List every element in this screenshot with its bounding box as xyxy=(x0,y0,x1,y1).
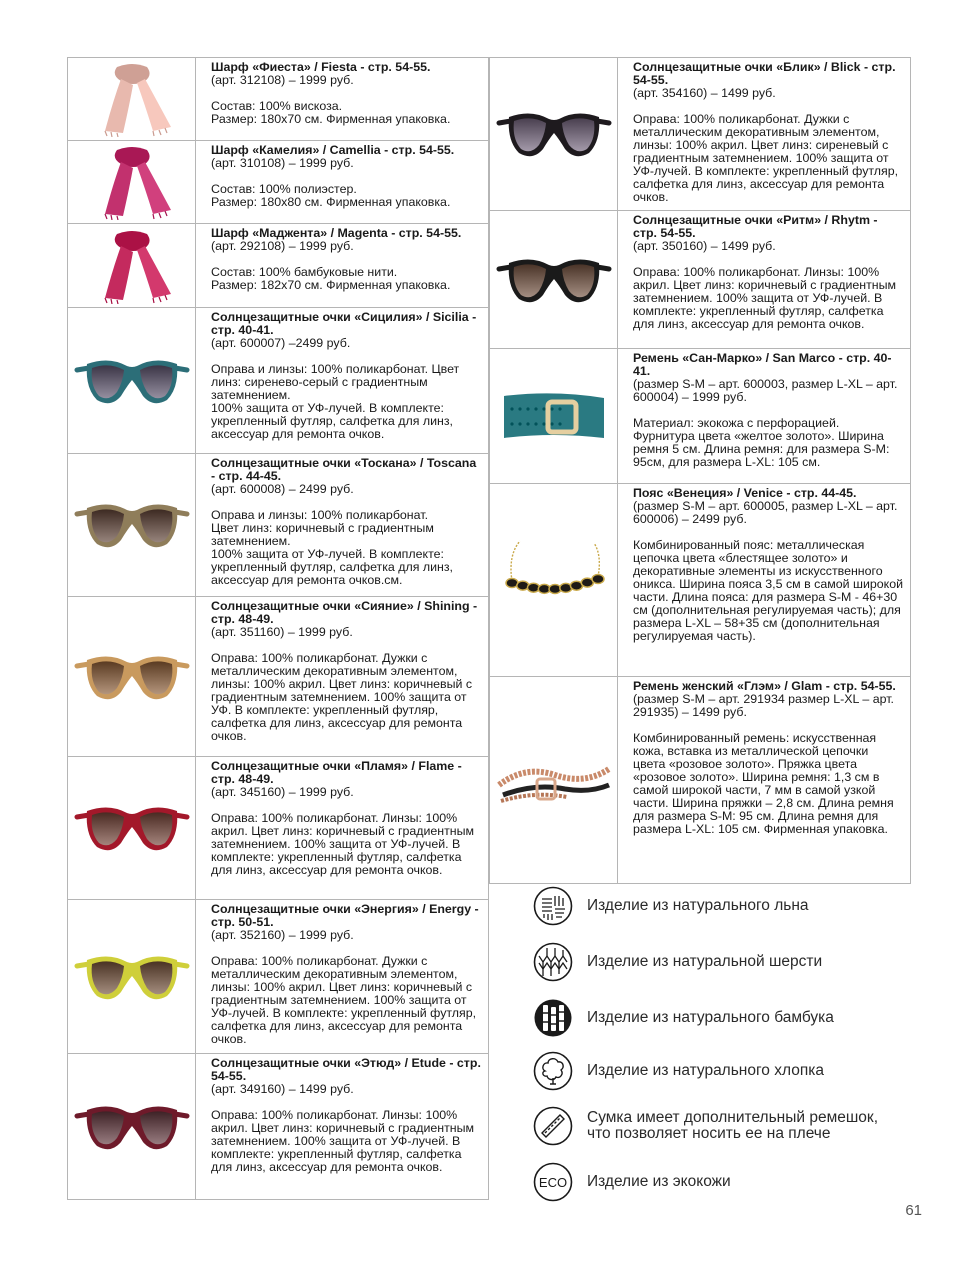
strap-icon xyxy=(533,1106,573,1146)
product-info xyxy=(196,224,489,308)
belt-illustration xyxy=(498,384,610,448)
product-info xyxy=(618,211,911,349)
product-info xyxy=(196,141,489,224)
chain-belt-illustration xyxy=(498,535,610,625)
product-image xyxy=(68,1054,195,1199)
product-row xyxy=(68,141,489,224)
product-row xyxy=(68,900,489,1054)
product-info xyxy=(618,677,911,884)
product-image xyxy=(490,677,617,883)
product-row xyxy=(490,484,911,677)
product-info xyxy=(196,757,489,900)
eco-badge-text: ECO xyxy=(538,1175,568,1190)
right-product-table xyxy=(489,57,911,884)
product-row xyxy=(68,597,489,757)
product-image-cell xyxy=(68,224,196,308)
product-image-cell xyxy=(68,757,196,900)
eco-icon xyxy=(533,1162,573,1202)
left-product-table xyxy=(67,57,489,1200)
product-description: Состав: 100% вискоза. Размер: 180х70 см. Фирменная упаковка. xyxy=(211,99,451,126)
product-image xyxy=(68,308,195,453)
product-description: Состав: 100% бамбуковые нити. Размер: 182х70 см. Фирменная упаковка. xyxy=(211,265,451,292)
product-image xyxy=(68,454,195,596)
left-product-column xyxy=(67,57,489,1200)
sunglasses-illustration xyxy=(73,793,191,863)
product-title: Ремень женский «Глэм» / Glam - стр. 54-55. xyxy=(633,679,896,693)
scarf-illustration xyxy=(87,144,177,220)
product-description: Материал: экокожа с перфорацией. Фурнитура цвета «желтое золото». Ширина ремня 5 см. Длина ремня: для размера S-M: 95см, для размера L-XL: 105 см. xyxy=(633,416,890,469)
product-image xyxy=(68,58,195,140)
product-title: Пояс «Венеция» / Venice - стр. 44-45. xyxy=(633,486,857,500)
legend-text: Сумка имеет дополнительный ремешок, что позволяет носить ее на плече xyxy=(587,1109,878,1142)
product-article-price: (размер S-M – арт. 600005, размер L-XL – арт. 600006) – 2499 руб. xyxy=(633,499,898,526)
product-article-price: (арт. 354160) – 1499 руб. xyxy=(633,86,776,100)
product-description: Оправа: 100% поликарбонат. Линзы: 100% акрил. Цвет линз: коричневый с градиентным затемнением. 100% защита от УФ-лучей. В комплекте: укрепленный футляр, салфетка для линз, аксессуар для ремонта очков. xyxy=(211,1108,475,1174)
wool-icon xyxy=(533,942,573,982)
linen-icon xyxy=(533,886,573,926)
product-image-cell xyxy=(490,211,618,349)
product-row xyxy=(68,58,489,141)
product-title: Солнцезащитные очки «Ритм» / Rhytm - стр. 54-55. xyxy=(633,213,878,240)
product-description: Оправа и линзы: 100% поликарбонат. Цвет линз: сиренево-серый с градиентным затемнением. 100% защита от УФ-лучей. В комплекте: укрепленный футляр, салфетка для линз, аксессуар для ремонта очков. xyxy=(211,362,460,441)
legend-item xyxy=(533,942,822,982)
product-image xyxy=(68,900,195,1053)
product-image xyxy=(490,484,617,676)
product-info xyxy=(196,900,489,1054)
product-description: Состав: 100% полиэстер. Размер: 180х80 см. Фирменная упаковка. xyxy=(211,182,451,209)
product-info xyxy=(196,58,489,141)
legend-item xyxy=(533,1106,878,1146)
product-info xyxy=(618,58,911,211)
product-article-price: (размер S-M – арт. 291934 размер L-XL – арт. 291935) – 1499 руб. xyxy=(633,692,894,719)
bamboo-icon xyxy=(533,998,573,1038)
legend-text: Изделие из экокожи xyxy=(587,1173,731,1190)
product-image-cell xyxy=(490,349,618,484)
product-image-cell xyxy=(68,58,196,141)
product-title: Шарф «Камелия» / Camellia - стр. 54-55. xyxy=(211,143,455,157)
product-image xyxy=(68,224,195,307)
page-number: 61 xyxy=(905,1202,922,1219)
product-article-price: (арт. 345160) – 1999 руб. xyxy=(211,785,354,799)
product-article-price: (арт. 292108) – 1999 руб. xyxy=(211,239,354,253)
product-article-price: (арт. 349160) – 1499 руб. xyxy=(211,1082,354,1096)
product-title: Солнцезащитные очки «Сияние» / Shining - стр. 48-49. xyxy=(211,599,478,626)
product-info xyxy=(618,484,911,677)
product-row xyxy=(490,211,911,349)
product-image xyxy=(490,211,617,348)
product-row xyxy=(490,677,911,884)
legend-text: Изделие из натурального бамбука xyxy=(587,1009,834,1026)
legend-item xyxy=(533,1162,731,1202)
product-description: Оправа: 100% поликарбонат. Линзы: 100% акрил. Цвет линз: коричневый с градиентным затемнением. 100% защита от УФ-лучей. В комплекте: укрепленный футляр, салфетка для линз, аксессуар для ремонта очков. xyxy=(633,265,897,331)
product-description: Оправа и линзы: 100% поликарбонат. Цвет линз: коричневый с градиентным затемнением. 100% защита от УФ-лучей. В комплекте: укрепленный футляр, салфетка для линз, аксессуар для ремонта очков.см. xyxy=(211,508,453,587)
product-title: Шарф «Фиеста» / Fiesta - стр. 54-55. xyxy=(211,60,431,74)
product-image xyxy=(68,141,195,223)
sunglasses-illustration xyxy=(495,99,613,169)
sunglasses-illustration xyxy=(73,490,191,560)
sunglasses-illustration xyxy=(73,942,191,1012)
product-article-price: (арт. 350160) – 1499 руб. xyxy=(633,239,776,253)
product-description: Оправа: 100% поликарбонат. Дужки с металлическим декоративным элементом, линзы: 100% акрил. Цвет линз: коричневый с градиентным затемнением. 100% защита от УФ-лучей. В комплекте: укрепленный футляр, салфетка для линз, аксессуар для ремонта очков. xyxy=(211,954,477,1046)
product-image-cell xyxy=(68,308,196,454)
product-image-cell xyxy=(68,597,196,757)
product-info xyxy=(618,349,911,484)
legend-item xyxy=(533,1051,824,1091)
product-image-cell xyxy=(68,1054,196,1200)
product-image xyxy=(68,597,195,756)
product-description: Комбинированный ремень: искусственная кожа, вставка из металлической цепочки цвета «розовое золото». Пряжка цвета «розовое золото». Ширина ремня: 1,3 см в самой широкой части, 7 мм в самой узкой части. Ширина пряжки – 2,8 см. Длина ремня для размера S-M: 95 см. Длина ремня для размера L-XL: 105 см. Фирменная упаковка. xyxy=(633,731,894,836)
legend-item xyxy=(533,998,834,1038)
product-title: Солнцезащитные очки «Пламя» / Flame - стр. 48-49. xyxy=(211,759,462,786)
product-image-cell xyxy=(68,900,196,1054)
legend-text: Изделие из натурального льна xyxy=(587,897,809,914)
product-image xyxy=(490,349,617,483)
product-image-cell xyxy=(490,484,618,677)
product-row xyxy=(490,58,911,211)
product-image-cell xyxy=(490,58,618,211)
legend-text: Изделие из натуральной шерсти xyxy=(587,953,823,970)
product-title: Солнцезащитные очки «Тоскана» / Toscana - стр. 44-45. xyxy=(211,456,477,483)
product-row xyxy=(68,224,489,308)
right-product-column xyxy=(489,57,911,884)
product-description: Оправа: 100% поликарбонат. Линзы: 100% акрил. Цвет линз: коричневый с градиентным затемнением. 100% защита от УФ-лучей. В комплекте: укрепленный футляр, салфетка для линз, аксессуар для ремонта очков. xyxy=(211,811,475,877)
product-info xyxy=(196,308,489,454)
legend-text: Изделие из натурального хлопка xyxy=(587,1062,824,1079)
product-row xyxy=(68,757,489,900)
product-image xyxy=(490,58,617,210)
product-article-price: (арт. 310108) – 1999 руб. xyxy=(211,156,354,170)
sunglasses-illustration xyxy=(73,346,191,416)
product-article-price: (арт. 351160) – 1999 руб. xyxy=(211,625,353,639)
product-info xyxy=(196,597,489,757)
product-title: Ремень «Сан-Марко» / San Marco - стр. 40-41. xyxy=(633,351,892,378)
product-title: Солнцезащитные очки «Блик» / Blick - стр. 54-55. xyxy=(633,60,896,87)
product-title: Шарф «Маджента» / Magenta - стр. 54-55. xyxy=(211,226,462,240)
product-row xyxy=(68,1054,489,1200)
glam-belt-illustration xyxy=(495,745,613,815)
cotton-icon xyxy=(533,1051,573,1091)
product-description: Оправа: 100% поликарбонат. Дужки с металлическим декоративным элементом, линзы: 100% акрил. Цвет линз: коричневый с градиентным затемнением. 100% защита от УФ. В комплекте: укрепленный футляр, салфетка для линз, аксессуар для ремонта очков. xyxy=(211,651,473,743)
product-row xyxy=(68,454,489,597)
product-info xyxy=(196,454,489,597)
product-title: Солнцезащитные очки «Этюд» / Etude - стр. 54-55. xyxy=(211,1056,481,1083)
product-image-cell xyxy=(490,677,618,884)
product-title: Солнцезащитные очки «Энергия» / Energy - стр. 50-51. xyxy=(211,902,479,929)
scarf-illustration xyxy=(87,228,177,304)
sunglasses-illustration xyxy=(495,245,613,315)
sunglasses-illustration xyxy=(73,642,191,712)
product-article-price: (арт. 600007) –2499 руб. xyxy=(211,336,351,350)
scarf-illustration xyxy=(87,61,177,137)
product-title: Солнцезащитные очки «Сицилия» / Sicilia - стр. 40-41. xyxy=(211,310,477,337)
legend-item xyxy=(533,886,809,926)
product-image xyxy=(68,757,195,899)
sunglasses-illustration xyxy=(73,1092,191,1162)
product-image-cell xyxy=(68,141,196,224)
product-article-price: (арт. 600008) – 2499 руб. xyxy=(211,482,354,496)
product-info xyxy=(196,1054,489,1200)
product-article-price: (размер S-M – арт. 600003, размер L-XL – арт. 600004) – 1999 руб. xyxy=(633,377,898,404)
product-row xyxy=(490,349,911,484)
product-image-cell xyxy=(68,454,196,597)
product-row xyxy=(68,308,489,454)
product-article-price: (арт. 312108) – 1999 руб. xyxy=(211,73,354,87)
product-article-price: (арт. 352160) – 1999 руб. xyxy=(211,928,354,942)
product-description: Комбинированный пояс: металлическая цепочка цвета «блестящее золото» и декоративные элементы из искусственного оникса. Ширина пояса 3,5 см в самой широкой части. Длина пояса: для размера S-M - 46+30 см (дополнительная регулируемая часть); для размера L-XL – 58+35 см (дополнительная регулируемая часть). xyxy=(633,538,904,643)
product-description: Оправа: 100% поликарбонат. Дужки с металлическим декоративным элементом, линзы: 100% акрил. Цвет линз: сиреневый с градиентным затемнением. 100% защита от УФ-лучей. В комплекте: укрепленный футляр, салфетка для линз, аксессуар для ремонта очков. xyxy=(633,112,899,204)
